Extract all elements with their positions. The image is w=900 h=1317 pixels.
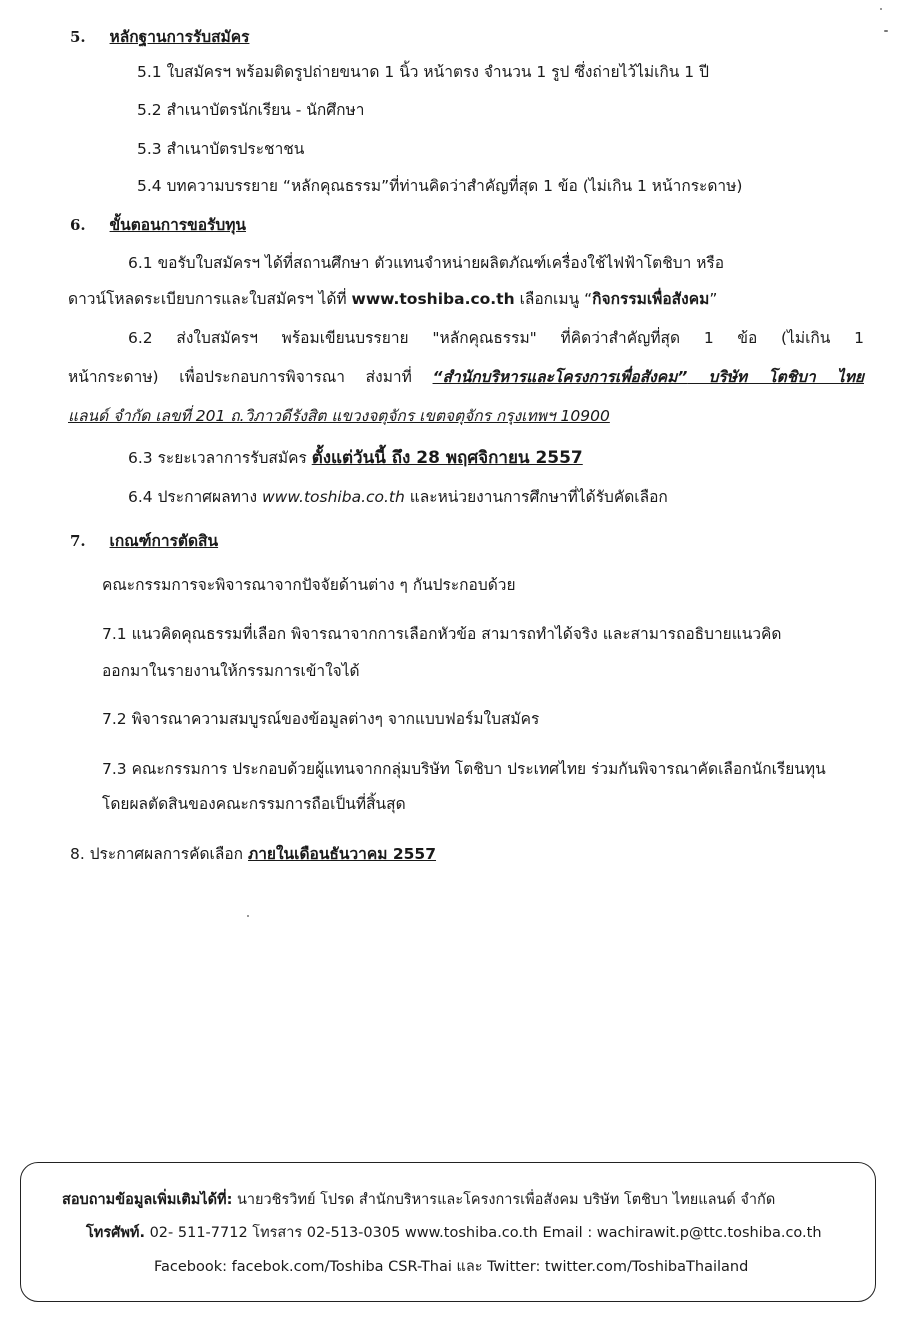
contact-line-2 xyxy=(86,1223,822,1243)
text-span: และหน่วยงานการศึกษาที่ได้รับคัดเลือก xyxy=(404,488,668,506)
section-7-intro: คณะกรรมการจะพิจารณาจากปัจจัยด้านต่าง ๆ กันประกอบด้วย xyxy=(102,576,516,594)
text-span: 6.4 ประกาศผลทาง xyxy=(128,488,262,506)
list-item: 5.2 สำเนาบัตรนักเรียน - นักศึกษา xyxy=(137,101,365,119)
text-span: เลือกเมนู “ xyxy=(514,290,593,308)
text-span: หน้ากระดาษ) เพื่อประกอบการพิจารณา ส่งมาที่ xyxy=(68,368,433,386)
criteria-7-3-line-1: 7.3 คณะกรรมการ ประกอบด้วยผู้แทนจากกลุ่มบริษัท โตชิบา ประเทศไทย ร่วมกันพิจารณาคัดเลือกนักเรียนทุน xyxy=(102,760,826,778)
company-address: แลนด์ จำกัด เลขที่ 201 ถ.วิภาวดีรังสิต แขวงจตุจักร เขตจตุจักร กรุงเทพฯ 10900 xyxy=(68,407,610,425)
section-title: เกณฑ์การตัดสิน xyxy=(109,532,219,550)
social-links: Facebook: facebok.com/Toshiba CSR-Thai และ Twitter: twitter.com/ToshibaThailand xyxy=(154,1259,749,1275)
company-name: บริษัท โตชิบา ไทย xyxy=(687,368,864,386)
list-item: 5.1 ใบสมัครฯ พร้อมติดรูปถ่ายขนาด 1 นิ้ว หน้าตรง จำนวน 1 รูป ซึ่งถ่ายไว้ไม่เกิน 1 ปี xyxy=(137,63,709,81)
paragraph-6-1-line-1: 6.1 ขอรับใบสมัครฯ ได้ที่สถานศึกษา ตัวแทนจำหน่ายผลิตภัณฑ์เครื่องใช้ไฟฟ้าโตชิบา หรือ xyxy=(128,254,725,272)
section-number: 5. xyxy=(70,28,86,46)
application-period: ตั้งแต่วันนี้ ถึง 28 พฤศจิกายน 2557 xyxy=(311,448,583,468)
list-item: 5.3 สำเนาบัตรประชาชน xyxy=(137,140,305,158)
section-number: 6. xyxy=(70,216,86,234)
criteria-7-1-line-2: ออกมาในรายงานให้กรรมการเข้าใจได้ xyxy=(102,662,360,680)
section-title: หลักฐานการรับสมัคร xyxy=(109,28,250,46)
scan-speck xyxy=(884,30,888,32)
text-span: ดาวน์โหลดระเบียบการและใบสมัครฯ ได้ที่ xyxy=(68,290,352,308)
criteria-7-1-line-1: 7.1 แนวคิดคุณธรรมที่เลือก พิจารณาจากการเลือกหัวข้อ สามารถทำได้จริง และสามารถอธิบายแนวคิด xyxy=(102,625,782,643)
list-item: 5.4 บทความบรรยาย “หลักคุณธรรม”ที่ท่านคิดว่าสำคัญที่สุด 1 ข้อ (ไม่เกิน 1 หน้ากระดาษ) xyxy=(137,177,743,195)
scan-speck xyxy=(247,915,249,917)
website-link[interactable]: www.toshiba.co.th xyxy=(351,290,515,308)
section-5-heading xyxy=(70,26,249,48)
website-link[interactable]: www.toshiba.co.th xyxy=(262,488,405,506)
section-title: ขั้นตอนการขอรับทุน xyxy=(109,216,247,234)
paragraph-6-3 xyxy=(128,447,583,469)
office-name: “สำนักบริหารและโครงการเพื่อสังคม” xyxy=(432,368,688,386)
paragraph-6-2-line-2 xyxy=(68,366,864,388)
paragraph-6-1-line-2 xyxy=(68,288,717,310)
announcement-date: ภายในเดือนธันวาคม 2557 xyxy=(247,845,437,863)
paragraph-6-2-line-1: 6.2 ส่งใบสมัครฯ พร้อมเขียนบรรยาย "หลักคุณธรรม" ที่คิดว่าสำคัญที่สุด 1 ข้อ (ไม่เกิน 1 xyxy=(128,329,864,347)
text-span: ” xyxy=(709,290,718,308)
criteria-7-2: 7.2 พิจารณาความสมบูรณ์ของข้อมูลต่างๆ จากแบบฟอร์มใบสมัคร xyxy=(102,710,540,728)
contact-label: สอบถามข้อมูลเพิ่มเติมได้ที่: xyxy=(62,1192,233,1208)
criteria-7-3-line-2: โดยผลตัดสินของคณะกรรมการถือเป็นที่สิ้นสุด xyxy=(102,795,406,813)
contact-line-1 xyxy=(62,1190,775,1210)
paragraph-6-4 xyxy=(128,486,668,508)
section-7-heading xyxy=(70,530,218,552)
phone-details: 02- 511-7712 โทรสาร 02-513-0305 www.toshiba.co.th Email : wachirawit.p@ttc.toshiba.co.th xyxy=(144,1225,822,1241)
section-6-heading xyxy=(70,214,246,236)
scan-speck xyxy=(880,8,882,10)
section-number: 7. xyxy=(70,532,86,550)
menu-name: กิจกรรมเพื่อสังคม xyxy=(592,290,710,308)
text-span: 8. ประกาศผลการคัดเลือก xyxy=(70,845,248,863)
phone-label: โทรศัพท์. xyxy=(86,1225,145,1241)
contact-details: นายวชิรวิทย์ โปรด สำนักบริหารและโครงการเพื่อสังคม บริษัท โตชิบา ไทยแลนด์ จำกัด xyxy=(232,1192,776,1208)
section-8 xyxy=(70,843,436,865)
text-span: 6.3 ระยะเวลาการรับสมัคร xyxy=(128,449,312,467)
